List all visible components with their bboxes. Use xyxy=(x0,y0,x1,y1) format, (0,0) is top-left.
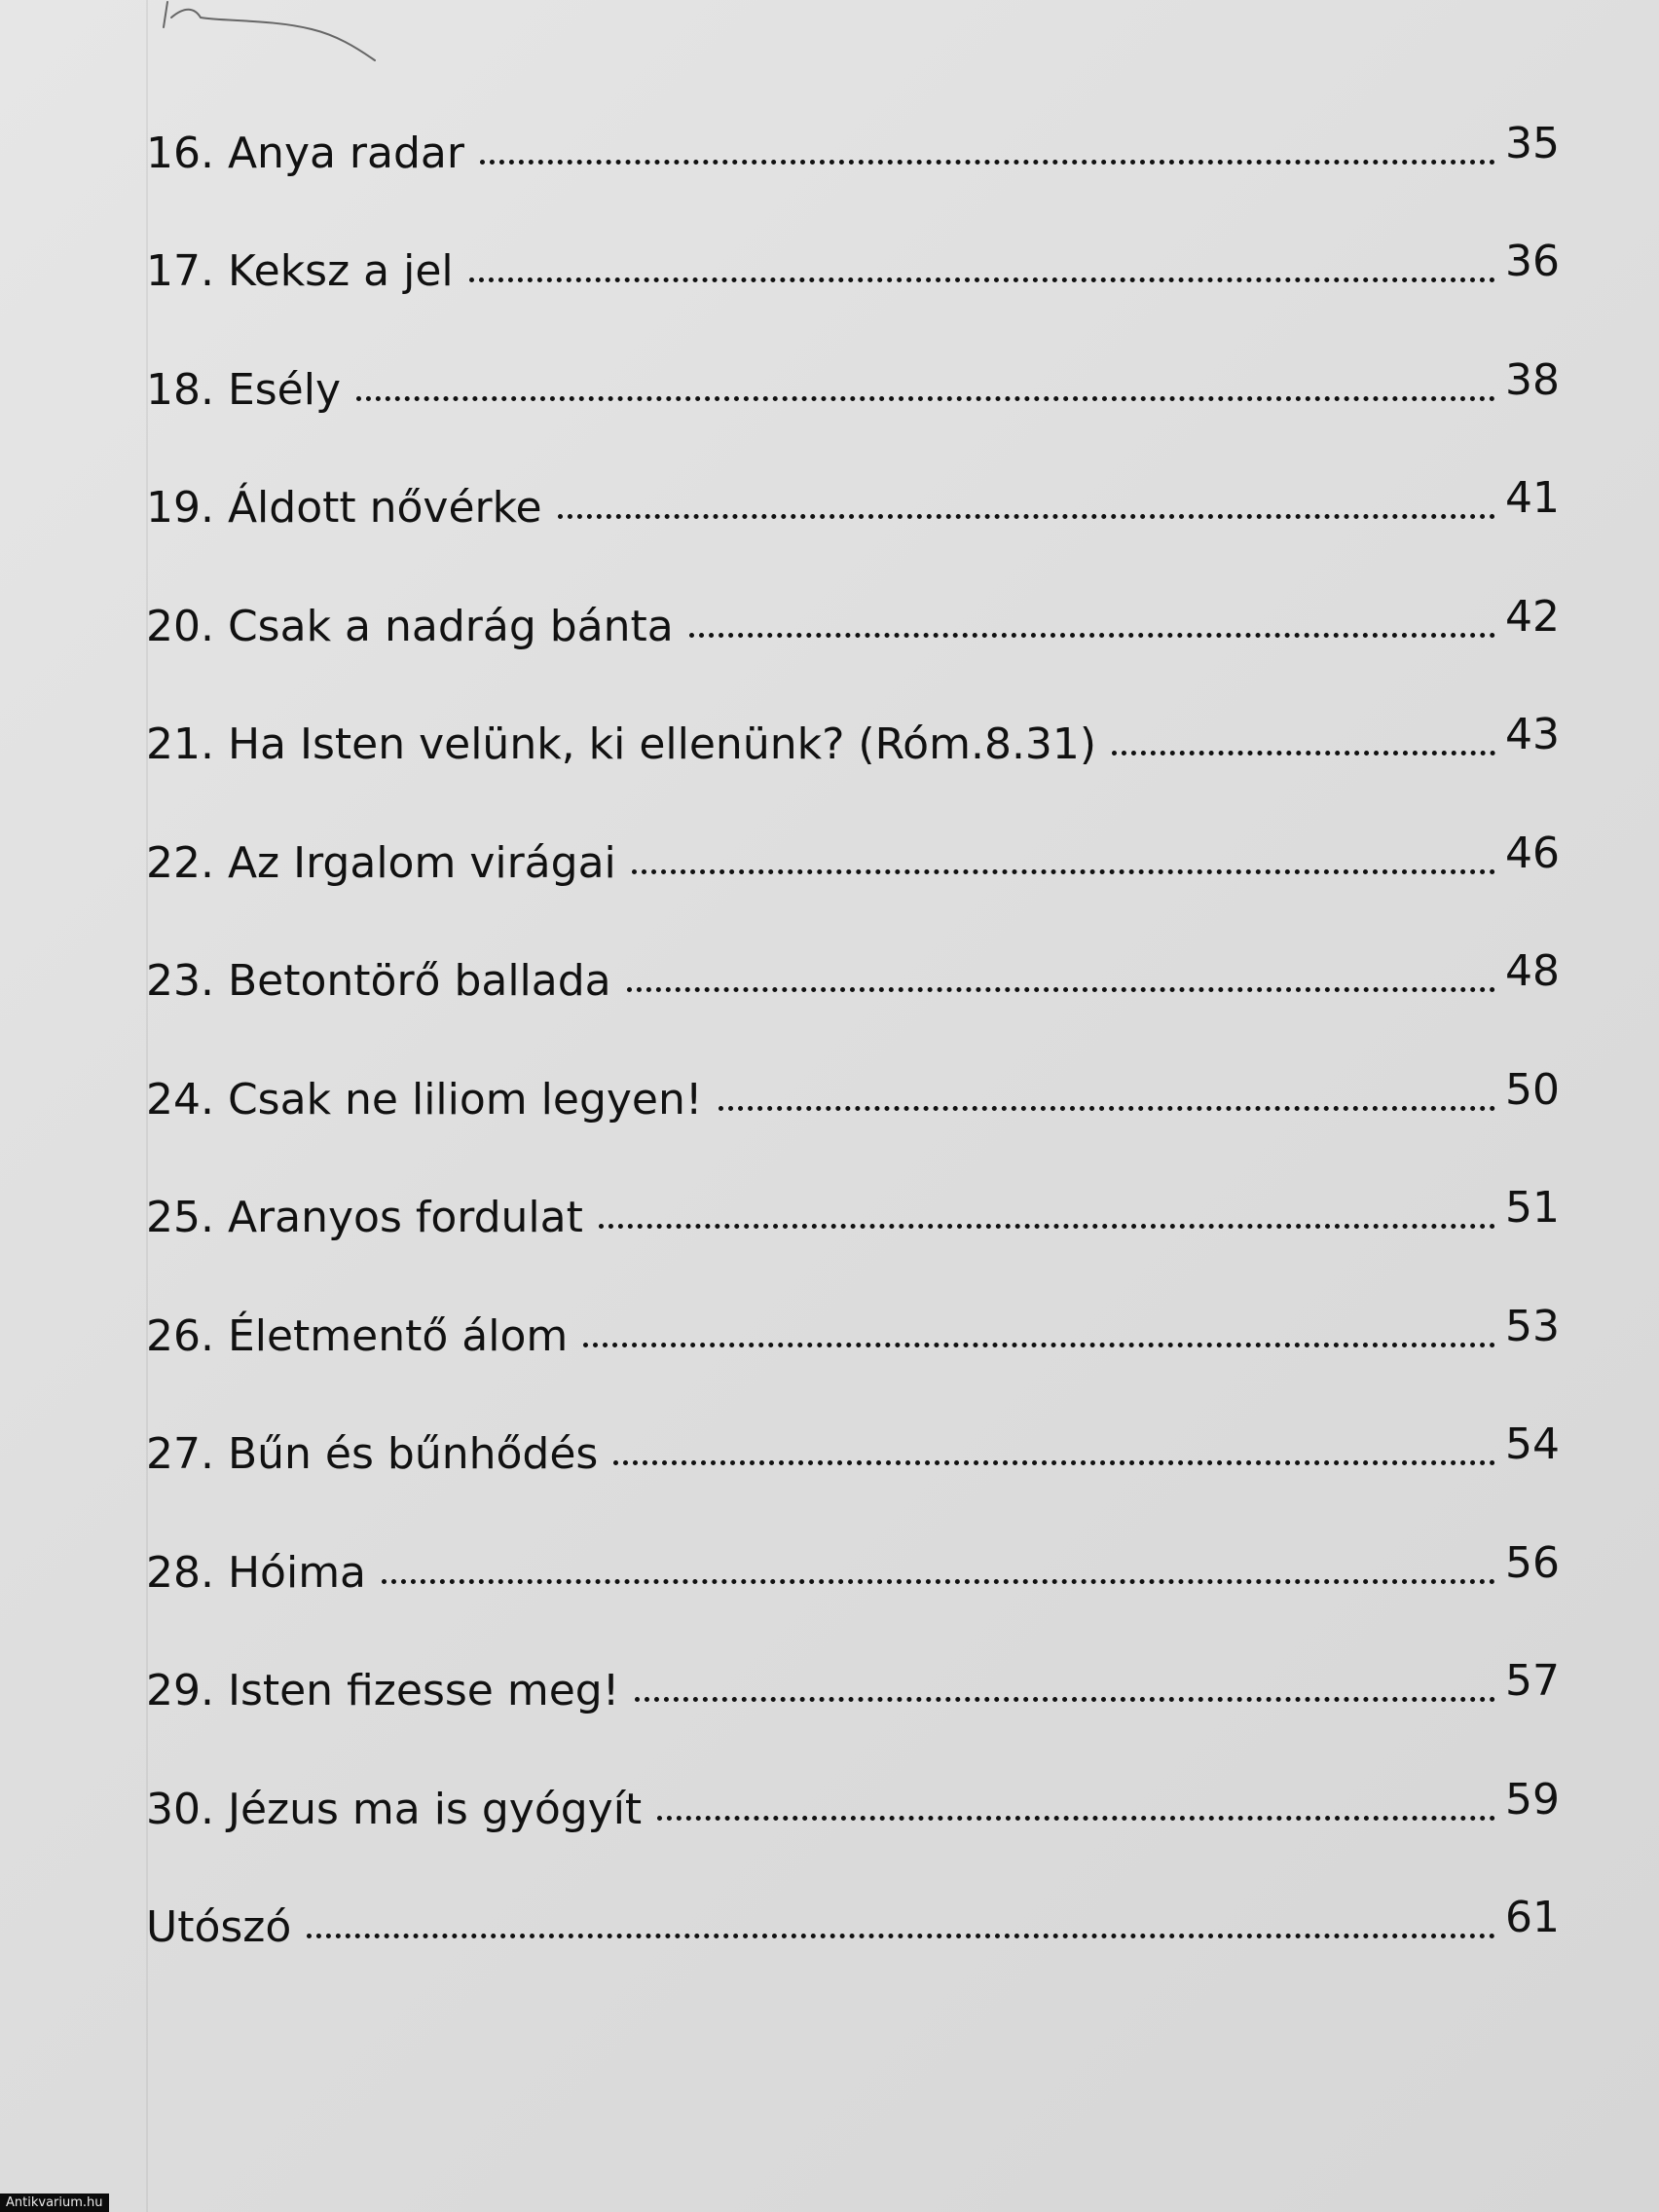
toc-entry-page: 61 xyxy=(1505,1893,1560,1942)
toc-dot-leader xyxy=(613,1460,1495,1465)
toc-entry xyxy=(146,1616,1560,1735)
toc-entry xyxy=(146,314,1560,433)
toc-entry-title: 19. Áldott nővérke xyxy=(146,483,542,533)
toc-entry-title: 24. Csak ne liliom legyen! xyxy=(146,1074,703,1124)
toc-dot-leader xyxy=(627,987,1495,992)
toc-entry xyxy=(146,1497,1560,1616)
toc-entry xyxy=(146,78,1560,197)
toc-entry-page: 43 xyxy=(1505,710,1560,759)
toc-entry xyxy=(146,1024,1560,1143)
toc-dot-leader xyxy=(307,1934,1495,1938)
toc-entry-title: 29. Isten fizesse meg! xyxy=(146,1666,620,1715)
toc-entry-title: 22. Az Irgalom virágai xyxy=(146,837,616,888)
toc-dot-leader xyxy=(558,514,1495,519)
toc-entry-title: 30. Jézus ma is gyógyít xyxy=(146,1784,643,1834)
toc-entry xyxy=(146,197,1560,315)
toc-dot-leader xyxy=(719,1106,1495,1111)
toc-entry-page: 38 xyxy=(1505,354,1560,405)
toc-dot-leader xyxy=(689,633,1495,638)
toc-dot-leader xyxy=(356,396,1495,401)
toc-entry-page: 53 xyxy=(1505,1301,1560,1351)
toc-entry-page: 59 xyxy=(1505,1774,1560,1825)
toc-entry-page: 35 xyxy=(1505,118,1560,168)
toc-dot-leader xyxy=(632,869,1495,874)
toc-entry-title: 20. Csak a nadrág bánta xyxy=(146,601,674,651)
toc-entry xyxy=(146,788,1560,906)
toc-entry-page: 57 xyxy=(1505,1656,1560,1706)
toc-entry-title: 21. Ha Isten velünk, ki ellenünk? (Róm.8.31) xyxy=(146,719,1097,769)
toc-entry xyxy=(146,1261,1560,1380)
toc-entry-page: 54 xyxy=(1505,1419,1560,1469)
toc-entry-title: Utószó xyxy=(146,1902,292,1952)
toc-dot-leader xyxy=(635,1697,1495,1702)
toc-entry xyxy=(146,670,1560,789)
toc-entry-title: 18. Esély xyxy=(146,364,342,415)
toc-entry-title: 17. Keksz a jel xyxy=(146,246,454,296)
toc-entry-title: 23. Betontörő ballada xyxy=(146,956,611,1006)
toc-entry-page: 46 xyxy=(1505,828,1560,878)
toc-dot-leader xyxy=(469,277,1495,282)
toc-entry-title: 28. Hóima xyxy=(146,1547,367,1598)
toc-dot-leader xyxy=(382,1579,1495,1584)
toc-entry-title: 25. Aranyos fordulat xyxy=(146,1193,583,1242)
toc-entry xyxy=(146,1143,1560,1262)
table-of-contents xyxy=(146,78,1560,1971)
toc-entry xyxy=(146,433,1560,552)
toc-dot-leader xyxy=(657,1816,1495,1821)
toc-entry-title: 27. Bűn és bűnhődés xyxy=(146,1429,599,1479)
toc-entry xyxy=(146,1734,1560,1853)
toc-entry-title: 16. Anya radar xyxy=(146,128,464,178)
toc-dot-leader xyxy=(480,160,1495,165)
watermark: Antikvarium.hu xyxy=(0,2194,109,2212)
handwritten-mark xyxy=(156,0,389,68)
toc-dot-leader xyxy=(1112,751,1495,756)
toc-entry-page: 50 xyxy=(1505,1064,1560,1115)
toc-entry xyxy=(146,1853,1560,1972)
toc-entry-page: 51 xyxy=(1505,1183,1560,1233)
toc-entry-page: 36 xyxy=(1505,237,1560,286)
toc-entry-page: 41 xyxy=(1505,473,1560,523)
toc-entry-page: 48 xyxy=(1505,946,1560,996)
toc-entry xyxy=(146,1380,1560,1498)
toc-dot-leader xyxy=(599,1224,1495,1229)
toc-entry-page: 56 xyxy=(1505,1537,1560,1588)
toc-entry xyxy=(146,551,1560,670)
toc-dot-leader xyxy=(583,1343,1495,1347)
toc-entry-page: 42 xyxy=(1505,591,1560,642)
toc-entry-title: 26. Életmentő álom xyxy=(146,1310,569,1361)
toc-entry xyxy=(146,906,1560,1025)
